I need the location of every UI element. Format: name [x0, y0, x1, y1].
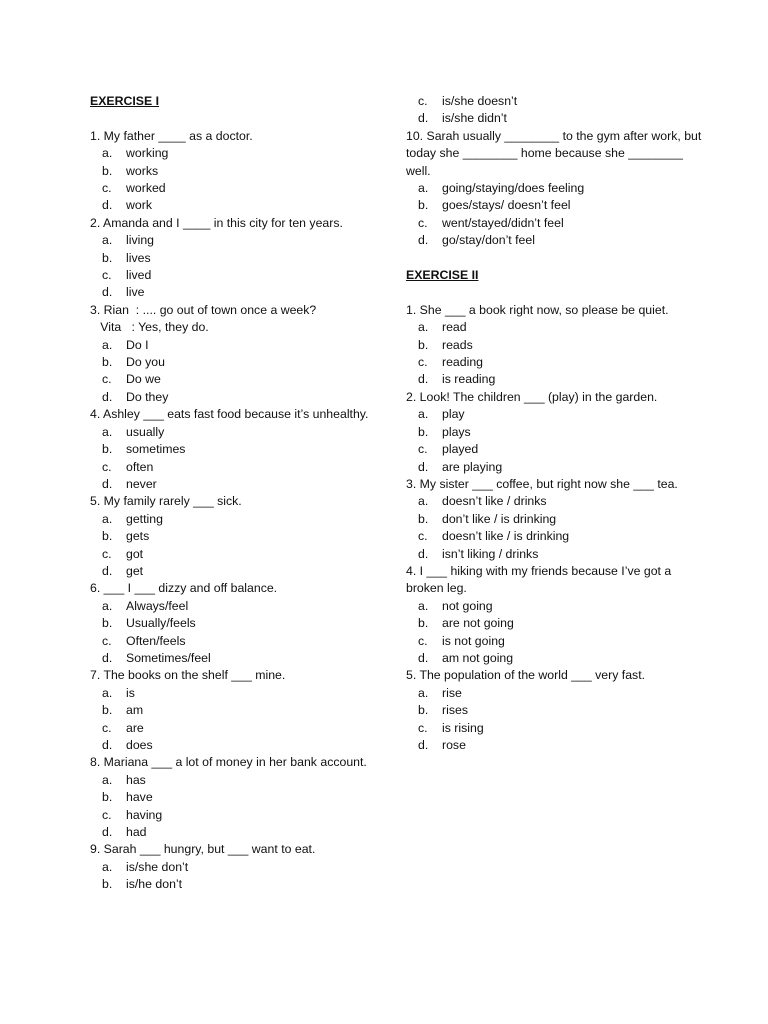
- option-text: worked: [126, 181, 166, 196]
- option-text: go/stay/don’t feel: [442, 233, 535, 248]
- option-letter: a.: [102, 598, 113, 613]
- answer-option: [418, 528, 706, 545]
- option-text: reads: [442, 337, 473, 352]
- answer-option: [102, 876, 390, 893]
- option-text: isn’t liking / drinks: [442, 546, 539, 561]
- option-letter: a.: [418, 320, 429, 335]
- option-letter: a.: [418, 181, 429, 196]
- option-text: Sometimes/feel: [126, 650, 211, 665]
- option-text: works: [126, 163, 159, 178]
- option-text: are not going: [442, 616, 514, 631]
- answer-option: [102, 337, 390, 354]
- option-text: not going: [442, 598, 493, 613]
- option-text: read: [442, 320, 467, 335]
- answer-option: [102, 232, 390, 249]
- option-text: usually: [126, 424, 165, 439]
- option-letter: b.: [418, 337, 429, 352]
- option-letter: d.: [418, 738, 429, 752]
- option-letter: c.: [418, 720, 428, 735]
- answer-option: [102, 476, 390, 493]
- answer-option: [102, 737, 390, 754]
- answer-option: [102, 563, 390, 580]
- option-text: Do they: [126, 389, 169, 404]
- option-letter: d.: [102, 738, 113, 753]
- answer-option: [102, 354, 390, 371]
- exercise-heading: EXERCISE II: [406, 268, 479, 283]
- option-text: is/she didn’t: [442, 111, 507, 126]
- answer-option: [102, 702, 390, 719]
- question-text: 4. I ___ hiking with my friends because I’ve got a broken leg.: [406, 563, 675, 596]
- option-text: Usually/feels: [126, 616, 196, 631]
- answer-option: [102, 650, 390, 667]
- option-text: got: [126, 546, 144, 561]
- answer-option: [102, 424, 390, 441]
- option-letter: a.: [102, 772, 113, 787]
- answer-option: [418, 197, 706, 214]
- option-letter: d.: [418, 111, 429, 126]
- answer-option: [102, 441, 390, 458]
- answer-option: [418, 441, 706, 458]
- answer-option: [418, 685, 706, 702]
- answer-option: [418, 371, 706, 388]
- option-letter: c.: [418, 633, 428, 648]
- option-text: is/she doesn’t: [442, 94, 518, 108]
- answer-option: [418, 406, 706, 423]
- question-text: 2. Look! The children ___ (play) in the garden.: [406, 389, 658, 404]
- option-letter: b.: [102, 877, 113, 892]
- option-letter: a.: [102, 146, 113, 161]
- option-text: doesn’t like / is drinking: [442, 529, 570, 544]
- option-text: had: [126, 825, 147, 840]
- option-text: played: [442, 442, 479, 457]
- option-letter: a.: [102, 337, 113, 352]
- option-letter: d.: [418, 233, 429, 248]
- option-letter: b.: [102, 529, 113, 544]
- answer-option: [418, 354, 706, 371]
- question-text: Vita : Yes, they do.: [90, 320, 209, 335]
- option-text: is not going: [442, 633, 505, 648]
- option-letter: d.: [418, 372, 429, 387]
- option-letter: c.: [102, 181, 112, 196]
- answer-option: [102, 284, 390, 301]
- question-text: 8. Mariana ___ a lot of money in her bank account.: [90, 755, 367, 770]
- answer-option: [102, 163, 390, 180]
- option-text: work: [126, 198, 152, 213]
- option-text: have: [126, 790, 153, 805]
- option-text: Always/feel: [126, 598, 189, 613]
- option-text: living: [126, 233, 155, 248]
- left-column: [90, 93, 390, 894]
- exercise-heading: EXERCISE I: [90, 94, 160, 108]
- option-text: getting: [126, 511, 163, 526]
- question-text: 1. My father ____ as a doctor.: [90, 128, 253, 143]
- question-text: 5. The population of the world ___ very fast.: [406, 668, 646, 683]
- answer-option: [102, 685, 390, 702]
- option-text: rose: [442, 738, 466, 752]
- option-letter: c.: [102, 372, 112, 387]
- answer-option: [102, 598, 390, 615]
- option-letter: d.: [102, 389, 113, 404]
- answer-option: [418, 493, 706, 510]
- answer-option: [102, 720, 390, 737]
- answer-option: [102, 197, 390, 214]
- option-letter: a.: [102, 685, 113, 700]
- option-text: went/stayed/didn’t feel: [442, 215, 564, 230]
- option-letter: d.: [102, 198, 113, 213]
- option-letter: c.: [418, 94, 428, 108]
- option-text: going/staying/does feeling: [442, 181, 585, 196]
- option-text: are: [126, 720, 144, 735]
- option-text: play: [442, 407, 465, 422]
- option-text: am: [126, 703, 144, 718]
- answer-option: [102, 824, 390, 841]
- option-text: Often/feels: [126, 633, 186, 648]
- answer-option: [418, 702, 706, 719]
- answer-option: [102, 807, 390, 824]
- answer-option: [102, 180, 390, 197]
- option-text: Do I: [126, 337, 149, 352]
- option-text: never: [126, 476, 157, 491]
- answer-option: [418, 215, 706, 232]
- answer-option: [102, 546, 390, 563]
- option-letter: c.: [102, 546, 112, 561]
- answer-option: [418, 319, 706, 336]
- option-text: reading: [442, 355, 484, 370]
- option-text: am not going: [442, 650, 514, 665]
- answer-option: [418, 459, 706, 476]
- question-text: 2. Amanda and I ____ in this city for ten years.: [90, 215, 343, 230]
- question-text: 10. Sarah usually ________ to the gym after work, but today she ________ home because she ________ well.: [406, 128, 705, 178]
- option-letter: b.: [418, 703, 429, 718]
- option-letter: b.: [418, 616, 429, 631]
- answer-option: [418, 511, 706, 528]
- option-letter: b.: [102, 790, 113, 805]
- option-letter: a.: [102, 511, 113, 526]
- option-letter: d.: [102, 825, 113, 840]
- option-text: is/he don’t: [126, 877, 183, 892]
- option-letter: a.: [418, 685, 429, 700]
- question-text: 3. Rian : .... go out of town once a week?: [90, 302, 317, 317]
- option-letter: b.: [418, 511, 429, 526]
- option-letter: a.: [418, 598, 429, 613]
- answer-option: [418, 424, 706, 441]
- option-letter: c.: [102, 807, 112, 822]
- option-text: plays: [442, 424, 471, 439]
- option-letter: c.: [418, 355, 428, 370]
- option-letter: a.: [418, 494, 429, 509]
- question-text: 4. Ashley ___ eats fast food because it’s unhealthy.: [90, 407, 369, 422]
- option-text: rises: [442, 703, 468, 718]
- option-text: is reading: [442, 372, 496, 387]
- option-letter: b.: [102, 616, 113, 631]
- option-letter: a.: [418, 407, 429, 422]
- option-text: Do we: [126, 372, 161, 387]
- answer-option: [102, 250, 390, 267]
- option-text: are playing: [442, 459, 503, 474]
- answer-option: [102, 371, 390, 388]
- answer-option: [102, 267, 390, 284]
- option-text: lived: [126, 268, 152, 283]
- option-letter: d.: [102, 563, 113, 578]
- answer-option: [418, 633, 706, 650]
- answer-option: [102, 459, 390, 476]
- answer-option: [102, 772, 390, 789]
- option-letter: c.: [102, 268, 112, 283]
- answer-option: [102, 789, 390, 806]
- answer-option: [418, 615, 706, 632]
- answer-option: [102, 528, 390, 545]
- answer-option: [418, 546, 706, 563]
- right-column: [406, 93, 706, 754]
- option-letter: a.: [102, 859, 113, 874]
- answer-option: [102, 511, 390, 528]
- question-text: 9. Sarah ___ hungry, but ___ want to eat.: [90, 842, 316, 857]
- answer-option: [418, 337, 706, 354]
- option-text: sometimes: [126, 442, 186, 457]
- option-letter: c.: [102, 633, 112, 648]
- option-text: having: [126, 807, 163, 822]
- option-text: is rising: [442, 720, 484, 735]
- option-letter: d.: [418, 650, 429, 665]
- option-letter: d.: [102, 476, 113, 491]
- answer-option: [418, 232, 706, 249]
- answer-option: [418, 93, 706, 110]
- option-letter: b.: [418, 198, 429, 213]
- option-text: don’t like / is drinking: [442, 511, 557, 526]
- option-text: rise: [442, 685, 462, 700]
- option-text: get: [126, 563, 144, 578]
- option-letter: b.: [102, 163, 113, 178]
- option-letter: a.: [102, 424, 113, 439]
- option-text: has: [126, 772, 146, 787]
- question-text: 1. She ___ a book right now, so please be quiet.: [406, 302, 669, 317]
- question-text: 6. ___ I ___ dizzy and off balance.: [90, 581, 278, 596]
- answer-option: [102, 615, 390, 632]
- option-text: does: [126, 738, 153, 753]
- option-letter: b.: [418, 424, 429, 439]
- option-letter: b.: [102, 703, 113, 718]
- option-text: Do you: [126, 355, 165, 370]
- question-text: 7. The books on the shelf ___ mine.: [90, 668, 286, 683]
- answer-option: [418, 598, 706, 615]
- answer-option: [418, 720, 706, 737]
- option-text: often: [126, 459, 154, 474]
- option-text: live: [126, 285, 145, 300]
- option-text: lives: [126, 250, 151, 265]
- option-letter: c.: [102, 459, 112, 474]
- answer-option: [418, 180, 706, 197]
- option-letter: d.: [418, 459, 429, 474]
- answer-option: [102, 389, 390, 406]
- option-letter: a.: [102, 233, 113, 248]
- answer-option: [418, 737, 706, 754]
- option-letter: c.: [102, 720, 112, 735]
- option-text: goes/stays/ doesn’t feel: [442, 198, 571, 213]
- option-text: is/she don’t: [126, 859, 189, 874]
- option-letter: d.: [418, 546, 429, 561]
- option-text: working: [126, 146, 169, 161]
- option-text: doesn’t like / drinks: [442, 494, 547, 509]
- answer-option: [418, 110, 706, 127]
- option-letter: c.: [418, 215, 428, 230]
- option-letter: d.: [102, 285, 113, 300]
- option-text: is: [126, 685, 135, 700]
- question-text: 5. My family rarely ___ sick.: [90, 494, 242, 509]
- option-letter: c.: [418, 529, 428, 544]
- option-letter: c.: [418, 442, 428, 457]
- answer-option: [102, 633, 390, 650]
- option-letter: b.: [102, 442, 113, 457]
- question-text: 3. My sister ___ coffee, but right now she ___ tea.: [406, 476, 678, 491]
- answer-option: [102, 859, 390, 876]
- option-letter: b.: [102, 355, 113, 370]
- answer-option: [102, 145, 390, 162]
- option-letter: b.: [102, 250, 113, 265]
- option-letter: d.: [102, 650, 113, 665]
- option-text: gets: [126, 529, 150, 544]
- answer-option: [418, 650, 706, 667]
